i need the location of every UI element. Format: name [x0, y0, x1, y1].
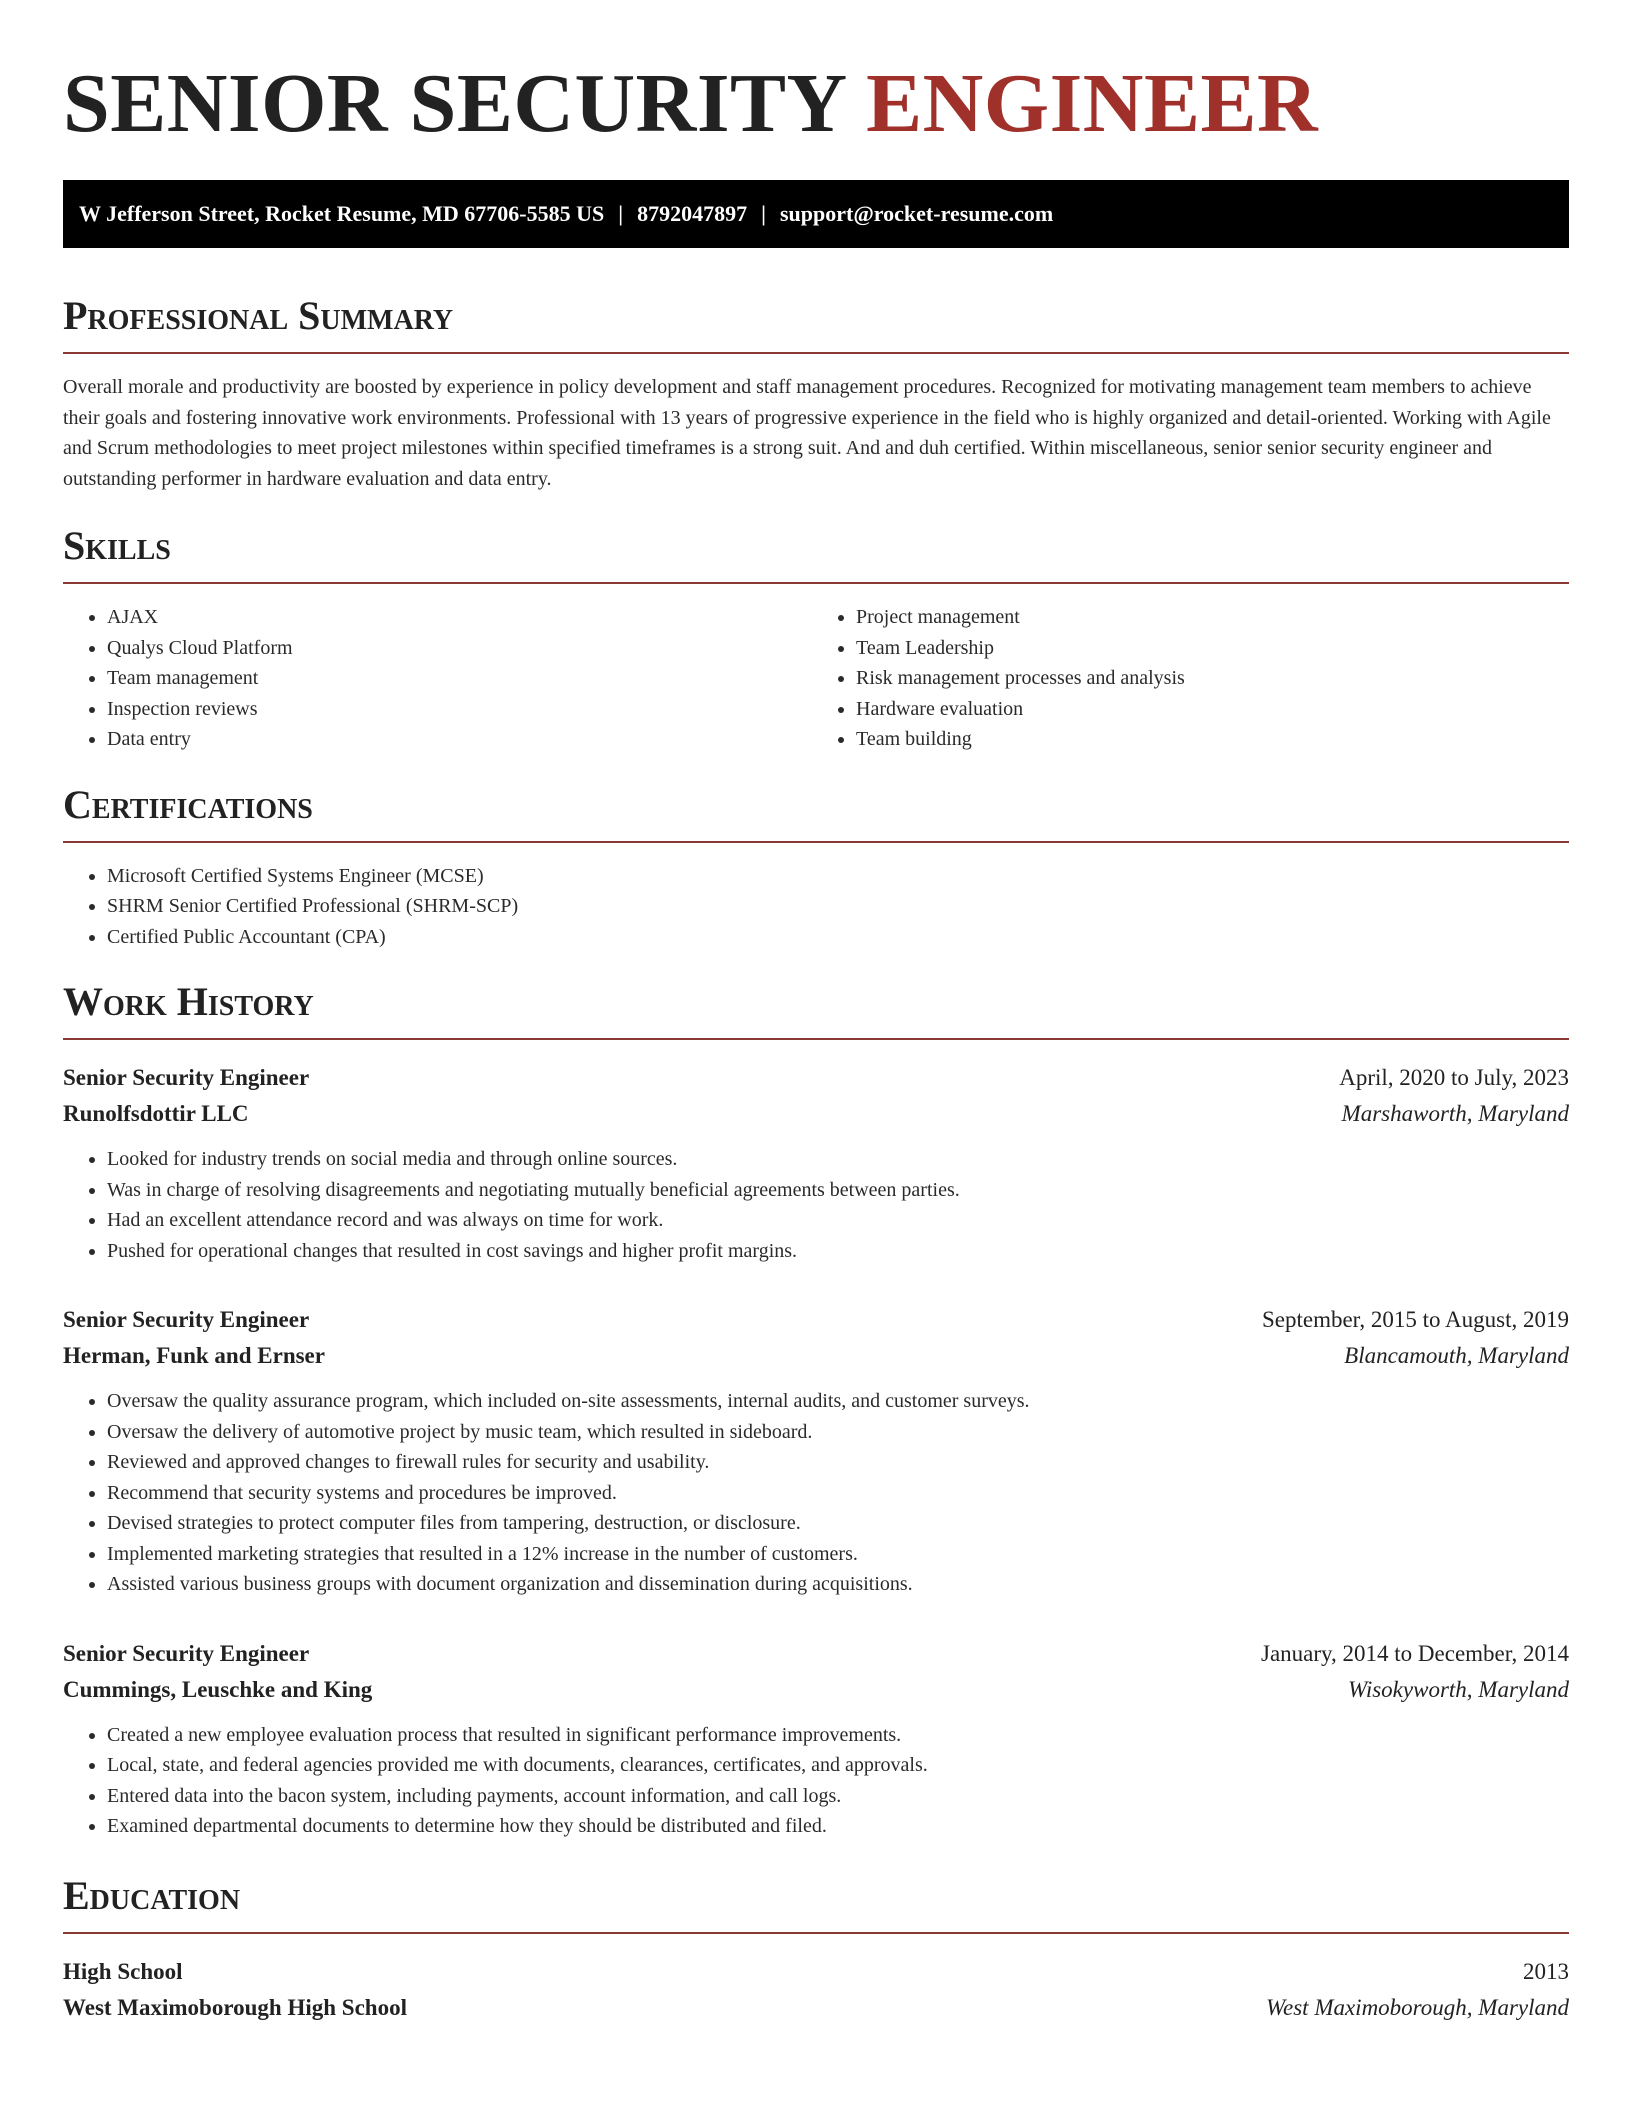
job-bullet: • Examined departmental documents to determine how they should be distributed and filed. [107, 1811, 1569, 1842]
education-school: West Maximoborough High School [63, 1994, 407, 2020]
resume-title [63, 0, 1569, 150]
contact-separator: | [618, 201, 624, 226]
skill-item: • Inspection reviews [107, 694, 816, 725]
skill-item: • Team building [856, 724, 1569, 755]
job-dates: April, 2020 to July, 2023 [1339, 1065, 1569, 1090]
job-header-row [63, 1636, 1569, 1672]
job-bullet: • Devised strategies to protect computer files from tampering, destruction, or disclosure. [107, 1508, 1569, 1539]
education-school-row [63, 1990, 1569, 2026]
education-degree-row [63, 1954, 1569, 1990]
skills-list-left [63, 602, 816, 755]
summary-text: Overall morale and productivity are boosted by experience in policy development and staff management procedures. Recognized for motivating management team members to achieve their goals and fostering innovative work environments. Professional with 13 years of progressive experience in the field who is highly organized and detail-oriented. Working with Agile and Scrum methodologies to meet project milestones within specified timeframes is a strong suit. And and duh certified. Within miscellaneous, senior senior security engineer and outstanding performer in hardware evaluation and data entry. [63, 376, 1551, 490]
job-company: Runolfsdottir LLC [63, 1101, 249, 1126]
job-bullet: • Had an excellent attendance record and was always on time for work. [107, 1205, 1569, 1236]
certifications-list [63, 861, 1569, 953]
job-bullets [63, 1144, 1569, 1266]
education-location: West Maximoborough, Maryland [1265, 1994, 1569, 2020]
education-heading: Education [63, 1872, 1569, 1934]
job-bullet: • Oversaw the delivery of automotive project by music team, which resulted in sideboard. [107, 1417, 1569, 1448]
skill-item: • AJAX [107, 602, 816, 633]
job-title: Senior Security Engineer [63, 1307, 310, 1332]
job-bullet: • Oversaw the quality assurance program, which included on-site assessments, internal audits, and customer surveys. [107, 1386, 1569, 1417]
contact-email: support@rocket-resume.com [779, 201, 1054, 226]
job-dates: September, 2015 to August, 2019 [1261, 1307, 1569, 1332]
job-bullet: • Reviewed and approved changes to firewall rules for security and usability. [107, 1447, 1569, 1478]
job-company-row [63, 1096, 1569, 1132]
job-bullet: • Looked for industry trends on social media and through online sources. [107, 1144, 1569, 1175]
job-header-row [63, 1060, 1569, 1096]
certification-item: • Microsoft Certified Systems Engineer (MCSE) [107, 861, 1569, 892]
skills-grid [63, 602, 1569, 755]
certification-item: • SHRM Senior Certified Professional (SHRM-SCP) [107, 891, 1569, 922]
skills-heading: Skills [63, 522, 1569, 584]
job-bullet: • Assisted various business groups with document organization and dissemination during acquisitions. [107, 1569, 1569, 1600]
job-company-row [63, 1672, 1569, 1708]
contact-address: W Jefferson Street, Rocket Resume, MD 67706-5585 US [79, 201, 605, 226]
job-company-row [63, 1338, 1569, 1374]
job-entry [63, 1636, 1569, 1842]
job-location: Wisokyworth, Maryland [1347, 1676, 1569, 1702]
job-title: Senior Security Engineer [63, 1640, 310, 1666]
skill-item: • Risk management processes and analysis [856, 663, 1569, 694]
job-bullet: • Created a new employee evaluation process that resulted in significant performance improvements. [107, 1720, 1569, 1751]
job-entry [63, 1060, 1569, 1266]
job-bullet: • Recommend that security systems and procedures be improved. [107, 1478, 1569, 1509]
certifications-heading: Certifications [63, 781, 1569, 843]
skill-item: • Team Leadership [856, 633, 1569, 664]
skill-item: • Team management [107, 663, 816, 694]
job-bullet: • Local, state, and federal agencies provided me with documents, clearances, certificates, and approvals. [107, 1750, 1569, 1781]
skills-list-right [816, 602, 1569, 755]
education-degree: High School [63, 1958, 183, 1984]
job-bullet: • Was in charge of resolving disagreements and negotiating mutually beneficial agreements between parties. [107, 1175, 1569, 1206]
job-location: Blancamouth, Maryland [1344, 1343, 1569, 1368]
job-bullet: • Implemented marketing strategies that resulted in a 12% increase in the number of customers. [107, 1539, 1569, 1570]
contact-bar [63, 180, 1569, 248]
skill-item: • Qualys Cloud Platform [107, 633, 816, 664]
work-history-heading: Work History [63, 978, 1569, 1040]
job-title: Senior Security Engineer [63, 1065, 310, 1090]
job-company: Herman, Funk and Ernser [63, 1343, 325, 1368]
job-bullets [63, 1386, 1569, 1600]
education-entry [63, 1954, 1569, 2026]
job-header-row [63, 1302, 1569, 1338]
job-bullets [63, 1720, 1569, 1842]
job-entry [63, 1302, 1569, 1600]
job-bullet: • Pushed for operational changes that resulted in cost savings and higher profit margins. [107, 1236, 1569, 1267]
certification-item: • Certified Public Accountant (CPA) [107, 922, 1569, 953]
job-company: Cummings, Leuschke and King [63, 1676, 373, 1702]
title-accent: ENGINEER [866, 57, 1319, 150]
summary-heading: Professional Summary [63, 292, 1569, 354]
contact-separator: | [761, 201, 766, 226]
job-bullet: • Entered data into the bacon system, including payments, account information, and call logs. [107, 1781, 1569, 1812]
contact-phone: 8792047897 [637, 201, 748, 226]
education-year: 2013 [1523, 1958, 1569, 1984]
job-dates: January, 2014 to December, 2014 [1261, 1640, 1569, 1666]
job-location: Marshaworth, Maryland [1341, 1101, 1569, 1126]
title-main: SENIOR SECURITY [63, 57, 867, 150]
skill-item: • Project management [856, 602, 1569, 633]
skill-item: • Data entry [107, 724, 816, 755]
skill-item: • Hardware evaluation [856, 694, 1569, 725]
